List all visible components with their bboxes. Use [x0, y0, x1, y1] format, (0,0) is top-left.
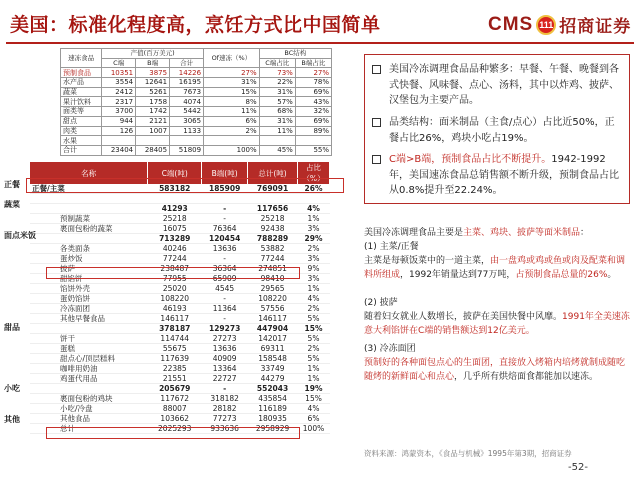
table2-row [30, 304, 330, 314]
s1-highlight-2: 占预制食品总量的26% [515, 270, 608, 280]
table2-cell-pct: 26% [298, 184, 330, 194]
section2-title: (2) 披萨 [364, 298, 398, 308]
table2-cell-total: 769091 [248, 184, 298, 194]
table2-cell-name [30, 194, 148, 204]
table2-cell-name: 咖啡用奶油 [30, 364, 148, 374]
table2-cell-c: 77955 [148, 274, 202, 284]
table2-row [30, 284, 330, 294]
table1-cell-share: 8% [204, 97, 260, 107]
table1-header-total: 合计 [170, 58, 204, 68]
table1-cell-share: 27% [204, 68, 260, 78]
table2-cell-total: 53882 [248, 244, 298, 254]
table1-cell-share: 11% [204, 107, 260, 117]
table2-cell-pct: 3% [298, 224, 330, 234]
table2-row [30, 244, 330, 254]
table2-cell-name: 小吃/冷盘 [30, 404, 148, 414]
table2-cell-pct: 29% [298, 234, 330, 244]
table2-cell-c: 378187 [148, 324, 202, 334]
table1-row [61, 145, 332, 155]
table1-cell-b: 28405 [136, 145, 170, 155]
table1-cell-b: 12641 [136, 78, 170, 88]
table2-cell-total: 142017 [248, 334, 298, 344]
table2-cell-total: 117656 [248, 204, 298, 214]
table1-cell-b-pct: 55% [295, 145, 331, 155]
bullet-variety-text: 美国冷冻调理食品品种繁多：早餐、午餐、晚餐到各式快餐、风味餐、点心、汤料，其中以炸鸡、披萨、汉堡包为主要产品。 [389, 64, 619, 106]
table2-cell-pct: 5% [298, 334, 330, 344]
table1-cell-b-pct: 69% [295, 87, 331, 97]
table2-cell-total: 69311 [248, 344, 298, 354]
table2-cell-pct: 1% [298, 214, 330, 224]
table2-cell-total: 33749 [248, 364, 298, 374]
table2-cell-pct: 15% [298, 394, 330, 404]
table1-row [61, 136, 332, 146]
table2-cell-c: 41293 [148, 204, 202, 214]
table2-cell-total: 25218 [248, 214, 298, 224]
table2-side-label: 蔬菜 [4, 200, 20, 210]
table2-cell-b: - [202, 384, 248, 394]
table1-cell-c-pct: 45% [259, 145, 295, 155]
table1-row [61, 107, 332, 117]
table2-cell-total: 447904 [248, 324, 298, 334]
bullet-c-vs-b [372, 152, 622, 199]
table2-cell-b: 11364 [202, 304, 248, 314]
s1-highlight-1: 由一盘鸡或鸡或鱼或肉及配菜和调料所组成 [364, 256, 626, 280]
table2-cell-name: 蛋炒饭 [30, 254, 148, 264]
table1-cell-b-pct: 89% [295, 126, 331, 136]
table1-cell-name: 合计 [61, 145, 102, 155]
table2-row [30, 314, 330, 324]
table1-cell-name: 预制食品 [61, 68, 102, 78]
table2-cell-b: 36364 [202, 264, 248, 274]
table1-cell-c: 2412 [102, 87, 136, 97]
bullet-structure [372, 115, 622, 146]
table2-cell-pct: 2% [298, 244, 330, 254]
table1-cell-c: 944 [102, 116, 136, 126]
table1-cell-name: 水产品 [61, 78, 102, 88]
table2-side-label: 其他 [4, 414, 20, 424]
table2-cell-name: 总计 [30, 424, 148, 434]
table2-cell-b: - [202, 254, 248, 264]
table1-cell-name: 面类等 [61, 107, 102, 117]
table1-cell-share: 100% [204, 145, 260, 155]
bullet-variety [372, 62, 622, 109]
logo-text-en: CMS [488, 13, 534, 35]
table2-row [30, 214, 330, 224]
table2-header-name: 名称 [30, 162, 148, 184]
table1-header-c-pct: C端占比 [259, 58, 295, 68]
table2-cell-total: 92438 [248, 224, 298, 234]
table2-cell-c: 2025293 [148, 424, 202, 434]
intro-text: 美国冷冻调理食品主要是 [364, 228, 464, 238]
table2-cell-total: 552043 [248, 384, 298, 394]
table2-row [30, 364, 330, 374]
table1-cell-name: 水果 [61, 136, 102, 146]
bullet-c-vs-b-text: 1942-1992年，美国速冻食品总销售额不断升级，预制食品占比从0.8%提升至22.24%。 [389, 154, 619, 196]
source-note: 资料来源：鸿蒙资本，《食品与机械》1995年第3期，招商证券 [364, 449, 572, 458]
table1-header-share: Of速冻（%） [204, 49, 260, 68]
section1-body [364, 254, 632, 282]
table1-cell-b [136, 136, 170, 146]
table2-cell-total: 98410 [248, 274, 298, 284]
table1-cell-name: 蔬菜 [61, 87, 102, 97]
s2-highlight: 1991年全美速冻意大利馅饼在C端的销售额达到12亿美元。 [364, 312, 630, 336]
table1-cell-c: 2317 [102, 97, 136, 107]
table2-cell-b: 933636 [202, 424, 248, 434]
table1-cell-b-pct: 27% [295, 68, 331, 78]
table1-cell-c-pct [259, 136, 295, 146]
table2-row [30, 294, 330, 304]
table2-cell-pct: 5% [298, 354, 330, 364]
table1-cell-c: 126 [102, 126, 136, 136]
table1-cell-c [102, 136, 136, 146]
table2-row [30, 414, 330, 424]
table1-cell-total: 4074 [170, 97, 204, 107]
s2-text: 随着妇女就业人数增长，披萨在美国快餐中风靡。 [364, 312, 563, 322]
s1-text-1: 主菜是每顿饭菜中的一道主菜， [364, 256, 491, 266]
table2-cell-c: 25218 [148, 214, 202, 224]
table2-header-total: 总计(吨) [248, 162, 298, 184]
table2-row [30, 354, 330, 364]
table1-cell-b: 1758 [136, 97, 170, 107]
table2-cell-name: 蛋糕 [30, 344, 148, 354]
table2-cell-pct: 9% [298, 264, 330, 274]
table1-cell-total: 1133 [170, 126, 204, 136]
intro-tail: ： [580, 228, 590, 238]
table2-cell-pct: 15% [298, 324, 330, 334]
highlight-pizza [46, 267, 300, 279]
table2-cell-b: 40909 [202, 354, 248, 364]
table1-header-bc: BC结构 [259, 49, 331, 59]
table2-cell-pct: 2% [298, 304, 330, 314]
table1-cell-c-pct: 73% [259, 68, 295, 78]
table2-cell-c: 117672 [148, 394, 202, 404]
bullet-c-vs-b-highlight: C端>B端，预制食品占比不断提升。 [389, 154, 552, 165]
table2-row [30, 334, 330, 344]
table2-cell-b: 27273 [202, 334, 248, 344]
table2-cell-c: 103662 [148, 414, 202, 424]
s1-text-3: 。 [607, 270, 617, 280]
square-bullet-icon [372, 118, 381, 127]
table1-cell-c: 3700 [102, 107, 136, 117]
table1-cell-b-pct: 32% [295, 107, 331, 117]
table2-cell-name: 预制蔬菜 [30, 214, 148, 224]
section2 [364, 296, 632, 338]
table2-cell-pct: 3% [298, 274, 330, 284]
table2-cell-pct: 6% [298, 414, 330, 424]
square-bullet-icon [372, 155, 381, 164]
section3-title: (3) 冷冻面团 [364, 344, 416, 354]
table2-cell-total: 57556 [248, 304, 298, 314]
table2-cell-b: 185909 [202, 184, 248, 194]
highlight-main-course [26, 178, 344, 193]
table2-row [30, 324, 330, 334]
table1-cell-b-pct: 43% [295, 97, 331, 107]
table2-cell-b: 76364 [202, 224, 248, 234]
table2-cell-total: 435854 [248, 394, 298, 404]
logo-text-cn: 招商证券 [559, 17, 632, 37]
table2-cell-c: 114744 [148, 334, 202, 344]
table2-cell-b: 65909 [202, 274, 248, 284]
table1-cell-share: 15% [204, 87, 260, 97]
table2-cell-total: 146117 [248, 314, 298, 324]
table1-cell-b: 1007 [136, 126, 170, 136]
table2-cell-name: 各类面条 [30, 244, 148, 254]
table1-row [61, 116, 332, 126]
table1-cell-b: 3875 [136, 68, 170, 78]
table2-cell-name: 甜馅饼 [30, 274, 148, 284]
table1-cell-total: 5442 [170, 107, 204, 117]
table2-cell-pct: 1% [298, 284, 330, 294]
table2-row [30, 394, 330, 404]
table2-side-label: 甜品 [4, 322, 20, 332]
table2-cell-name [30, 324, 148, 334]
table1-cell-share: 6% [204, 116, 260, 126]
table2-side-label: 正餐 [4, 180, 20, 189]
table2-cell-b: - [202, 294, 248, 304]
table2-cell-b: - [202, 314, 248, 324]
table2-cell-b: 13636 [202, 344, 248, 354]
table2-cell-name: 其他早餐食品 [30, 314, 148, 324]
table2-cell-total: 274851 [248, 264, 298, 274]
s3-text: ，几乎所有烘焙面食都能加以速冻。 [454, 372, 599, 382]
table2-cell-name [30, 204, 148, 214]
table2-row [30, 194, 330, 204]
table2-cell-total: 116189 [248, 404, 298, 414]
table2-cell-total: 2958929 [248, 424, 298, 434]
table2-cell-pct: 2% [298, 344, 330, 354]
table2-cell-c: 238487 [148, 264, 202, 274]
title-divider [6, 42, 634, 44]
table2-cell-c: 16075 [148, 224, 202, 234]
table1-cell-c-pct: 22% [259, 78, 295, 88]
table1-cell-c: 10351 [102, 68, 136, 78]
table1-row [61, 97, 332, 107]
table2-cell-c: 146117 [148, 314, 202, 324]
table2-side-label: 小吃 [4, 384, 20, 393]
table2-row [30, 404, 330, 414]
table1-cell-name: 肉类 [61, 126, 102, 136]
table2-cell-c: 21551 [148, 374, 202, 384]
table2-cell-name: 鸡蛋代用品 [30, 374, 148, 384]
table2-cell-pct: 100% [298, 424, 330, 434]
table1-cell-c-pct: 57% [259, 97, 295, 107]
table2-cell-name: 裹面包粉的鸡块 [30, 394, 148, 404]
square-bullet-icon [372, 65, 381, 74]
table1-row [61, 126, 332, 136]
table1-cell-total: 7673 [170, 87, 204, 97]
table2-cell-b: - [202, 204, 248, 214]
table2-header-pct: 占比（%） [298, 162, 330, 184]
table2-cell-total: 77244 [248, 254, 298, 264]
table1-cell-total: 51809 [170, 145, 204, 155]
frozen-volume-table [30, 162, 330, 434]
table1-cell-b-pct [295, 136, 331, 146]
table1-cell-share: 2% [204, 126, 260, 136]
table2-cell-c: 713289 [148, 234, 202, 244]
table1-header-b: B端 [136, 58, 170, 68]
table2-cell-b: 13636 [202, 244, 248, 254]
table1-cell-b: 1742 [136, 107, 170, 117]
table2-cell-c: 88007 [148, 404, 202, 414]
table2-cell-name: 裹面包粉的蔬菜 [30, 224, 148, 234]
table1-cell-b: 5261 [136, 87, 170, 97]
table1-cell-name: 果汁饮料 [61, 97, 102, 107]
table2-cell-name: 正餐/主菜 [30, 184, 148, 194]
table1-cell-share [204, 136, 260, 146]
table1-header-b-pct: B端占比 [295, 58, 331, 68]
table2-row [30, 224, 330, 234]
table2-cell-c: 77244 [148, 254, 202, 264]
table2-cell-c: 205679 [148, 384, 202, 394]
table2-cell-b: 318182 [202, 394, 248, 404]
table2-cell-c: 25020 [148, 284, 202, 294]
table2-side-label: 面点米饭 [4, 231, 36, 240]
highlight-chicken-nuggets [46, 427, 300, 439]
brand-logo [488, 12, 631, 37]
table2-cell-pct [298, 194, 330, 204]
table1-row [61, 87, 332, 97]
table2-cell-name: 披萨 [30, 264, 148, 274]
table1-cell-b-pct: 69% [295, 116, 331, 126]
table1-cell-total [170, 136, 204, 146]
table2-cell-name: 馅饼外壳 [30, 284, 148, 294]
table2-cell-b [202, 194, 248, 204]
table2-cell-total: 158548 [248, 354, 298, 364]
section1 [364, 240, 632, 282]
table2-row [30, 384, 330, 394]
page-title: 美国：标准化程度高，烹饪方式比中国简单 [10, 14, 381, 36]
table2-cell-total: 29565 [248, 284, 298, 294]
table1-cell-c: 23404 [102, 145, 136, 155]
table2-cell-total: 44279 [248, 374, 298, 384]
table2-cell-c: 46193 [148, 304, 202, 314]
table1-cell-c-pct: 31% [259, 87, 295, 97]
table2-cell-pct: 1% [298, 374, 330, 384]
table2-row [30, 234, 330, 244]
table1-cell-total: 16195 [170, 78, 204, 88]
table2-cell-pct: 3% [298, 254, 330, 264]
table2-cell-c [148, 194, 202, 204]
table2-cell-name [30, 234, 148, 244]
table2-cell-pct: 19% [298, 384, 330, 394]
table2-cell-name: 饼干 [30, 334, 148, 344]
table2-cell-c: 22385 [148, 364, 202, 374]
table2-cell-b: 28182 [202, 404, 248, 414]
table1-row [61, 68, 332, 78]
table2-cell-c: 40246 [148, 244, 202, 254]
table2-cell-pct: 1% [298, 364, 330, 374]
table2-row [30, 344, 330, 354]
intro-paragraph [364, 226, 632, 240]
table2-cell-b: 77273 [202, 414, 248, 424]
logo-badge-icon: 111 [536, 15, 556, 35]
table1-header-category: 速冻食品 [61, 49, 102, 68]
table2-header-c: C端(吨) [148, 162, 202, 184]
table2-cell-name: 蛋奶馅饼 [30, 294, 148, 304]
table2-cell-name: 其他食品 [30, 414, 148, 424]
table2-row [30, 374, 330, 384]
section3-body [364, 356, 632, 384]
table2-cell-total [248, 194, 298, 204]
table2-cell-pct: 4% [298, 294, 330, 304]
table2-cell-name [30, 384, 148, 394]
table2-cell-b: 120454 [202, 234, 248, 244]
table2-cell-b: 13364 [202, 364, 248, 374]
table2-cell-b: - [202, 214, 248, 224]
table2-row [30, 254, 330, 264]
table2-cell-pct: 4% [298, 204, 330, 214]
table1-cell-c-pct: 68% [259, 107, 295, 117]
s1-text-2: ，1992年销量达到77万吨， [400, 270, 516, 280]
table1-cell-total: 14226 [170, 68, 204, 78]
section2-body [364, 310, 632, 338]
table2-cell-total: 180935 [248, 414, 298, 424]
table2-header-b: B端(吨) [202, 162, 248, 184]
section3 [364, 342, 632, 384]
table2-cell-b: 4545 [202, 284, 248, 294]
table1-row [61, 78, 332, 88]
table2-cell-name: 甜点心/顶层糕料 [30, 354, 148, 364]
table1-cell-share: 31% [204, 78, 260, 88]
table1-cell-b: 2121 [136, 116, 170, 126]
table1-header-c: C端 [102, 58, 136, 68]
table1-cell-name: 甜点 [61, 116, 102, 126]
table1-cell-c-pct: 11% [259, 126, 295, 136]
s3-highlight: 预制好的各种面包点心的生面团，直接放入烤箱内培烤就制成随吃随烤的新鲜面心和点心 [364, 358, 626, 382]
table2-cell-c: 55675 [148, 344, 202, 354]
table2-cell-b: 22727 [202, 374, 248, 384]
table2-cell-b: 129273 [202, 324, 248, 334]
table2-cell-total: 108220 [248, 294, 298, 304]
frozen-output-table [60, 48, 332, 156]
table1-header-value: 产值(百万美元) [102, 49, 204, 59]
table1-cell-total: 3065 [170, 116, 204, 126]
table2-row [30, 204, 330, 214]
intro-highlight: 主菜、鸡块、披萨等面米制品 [463, 228, 581, 238]
table1-cell-b-pct: 78% [295, 78, 331, 88]
table1-cell-c-pct: 31% [259, 116, 295, 126]
table2-cell-total: 788289 [248, 234, 298, 244]
page-number: -52- [568, 462, 588, 473]
table2-cell-c: 583182 [148, 184, 202, 194]
table2-cell-c: 108220 [148, 294, 202, 304]
table2-cell-pct: 5% [298, 314, 330, 324]
table2-cell-c: 117639 [148, 354, 202, 364]
section1-title: (1) 主菜/正餐 [364, 242, 419, 252]
table2-cell-pct: 4% [298, 404, 330, 414]
table1-cell-c: 3554 [102, 78, 136, 88]
bullet-structure-text: 品类结构：面米制品（主食/点心）占比近50%，正餐占比26%，鸡块小吃占19%。 [389, 117, 615, 144]
table2-cell-name: 冷冻面团 [30, 304, 148, 314]
